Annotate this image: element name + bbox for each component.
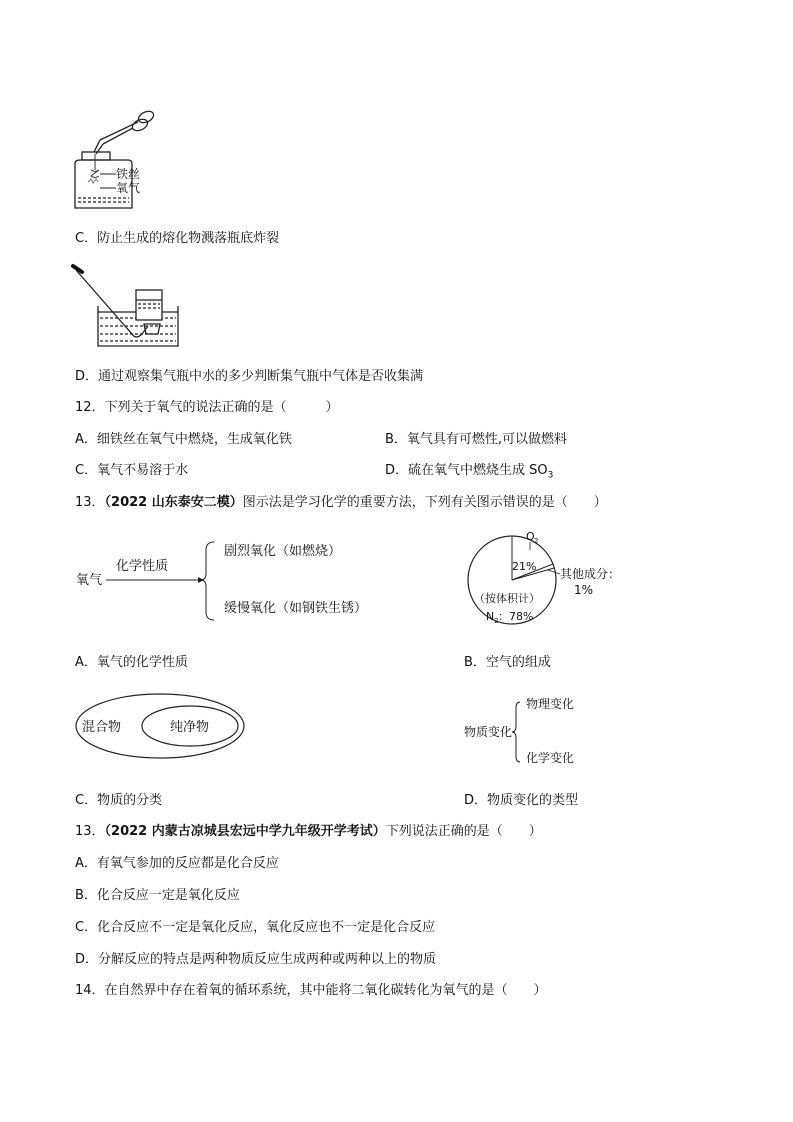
diagram-c-outer-label: 混合物 (82, 720, 122, 735)
pie-n2-sub: 2 (494, 617, 499, 625)
iron-wire-icon (88, 154, 99, 183)
brace-icon-2 (512, 702, 520, 762)
pie-n2-pct: ：78% (498, 610, 534, 623)
q14-stem: 14．在自然界中存在着氧的循环系统，其中能将二氧化碳转化为氧气的是（ ） (75, 983, 547, 998)
diagram-a-left: 氧气 (76, 573, 103, 588)
diagram-d-branch-2: 化学变化 (526, 751, 575, 765)
q13b-option-c: C．化合反应不一定是氧化反应，氧化反应也不一定是化合反应 (75, 920, 436, 935)
q12-option-c: C．氧气不易溶于水 (75, 463, 189, 478)
q12-stem: 12．下列关于氧气的说法正确的是（ ） (75, 400, 339, 415)
tongs-icon (94, 109, 155, 154)
pie-o2-pct: 21% (512, 560, 537, 573)
q11-option-c: C．防止生成的熔化物溅落瓶底炸裂 (75, 231, 280, 246)
q13a-stem: 13．（2022 山东泰安二模）图示法是学习化学的重要方法，下列有关图示错误的是（ ） (75, 495, 607, 510)
pie-o2-label: O (526, 530, 535, 543)
diagram-a-arrow-label: 化学性质 (116, 559, 169, 574)
brace-icon (200, 542, 214, 620)
q13a-option-d: D．物质变化的类型 (464, 793, 579, 808)
inverted-bottle-icon (136, 290, 162, 320)
q13a-option-a: A．氧气的化学性质 (75, 655, 188, 670)
q13b-option-d: D．分解反应的特点是两种物质反应生成两种或两种以上的物质 (75, 952, 437, 967)
diagram-c-inner-label: 纯净物 (170, 720, 210, 735)
pie-center-label: （按体积计） (474, 592, 540, 605)
pie-other-pct: 1% (574, 583, 594, 597)
oxygen-properties-diagram (72, 536, 392, 626)
change-types-diagram (460, 692, 590, 772)
gas-label: 氧气 (116, 181, 141, 195)
air-composition-pie (460, 526, 640, 630)
wire-label: 铁丝 (116, 167, 141, 181)
q12-option-b: B．氧气具有可燃性,可以做燃料 (385, 432, 568, 447)
pie-n2-label: N (486, 610, 495, 623)
water-collection-figure (70, 262, 182, 352)
q13a-option-b: B．空气的组成 (464, 655, 551, 670)
diagram-a-branch-1: 剧烈氧化（如燃烧） (224, 544, 342, 559)
q12-option-d: D．硫在氧气中燃烧生成 $SO_3$ (385, 463, 554, 481)
pie-o2-sub: 2 (534, 537, 539, 545)
q13b-option-b: B．化合反应一定是氧化反应 (75, 888, 240, 903)
pie-other-label: 其他成分： (560, 567, 621, 581)
diagram-d-root: 物质变化 (464, 725, 513, 739)
matter-classification-diagram (72, 690, 252, 766)
q13b-stem: 13．（2022 内蒙古凉城县宏远中学九年级开学考试）下列说法正确的是（ ） (75, 824, 542, 839)
q11-option-d: D．通过观察集气瓶中水的多少判断集气瓶中气体是否收集满 (75, 369, 424, 384)
iron-wire-bottle-figure (70, 108, 180, 214)
diagram-a-branch-2: 缓慢氧化（如钢铁生锈） (224, 601, 368, 616)
q12-option-a: A．细铁丝在氧气中燃烧，生成氧化铁 (75, 432, 292, 447)
diagram-d-branch-1: 物理变化 (526, 697, 575, 711)
q13b-option-a: A．有氧气参加的反应都是化合反应 (75, 856, 279, 871)
q13a-option-c: C．物质的分类 (75, 793, 163, 808)
